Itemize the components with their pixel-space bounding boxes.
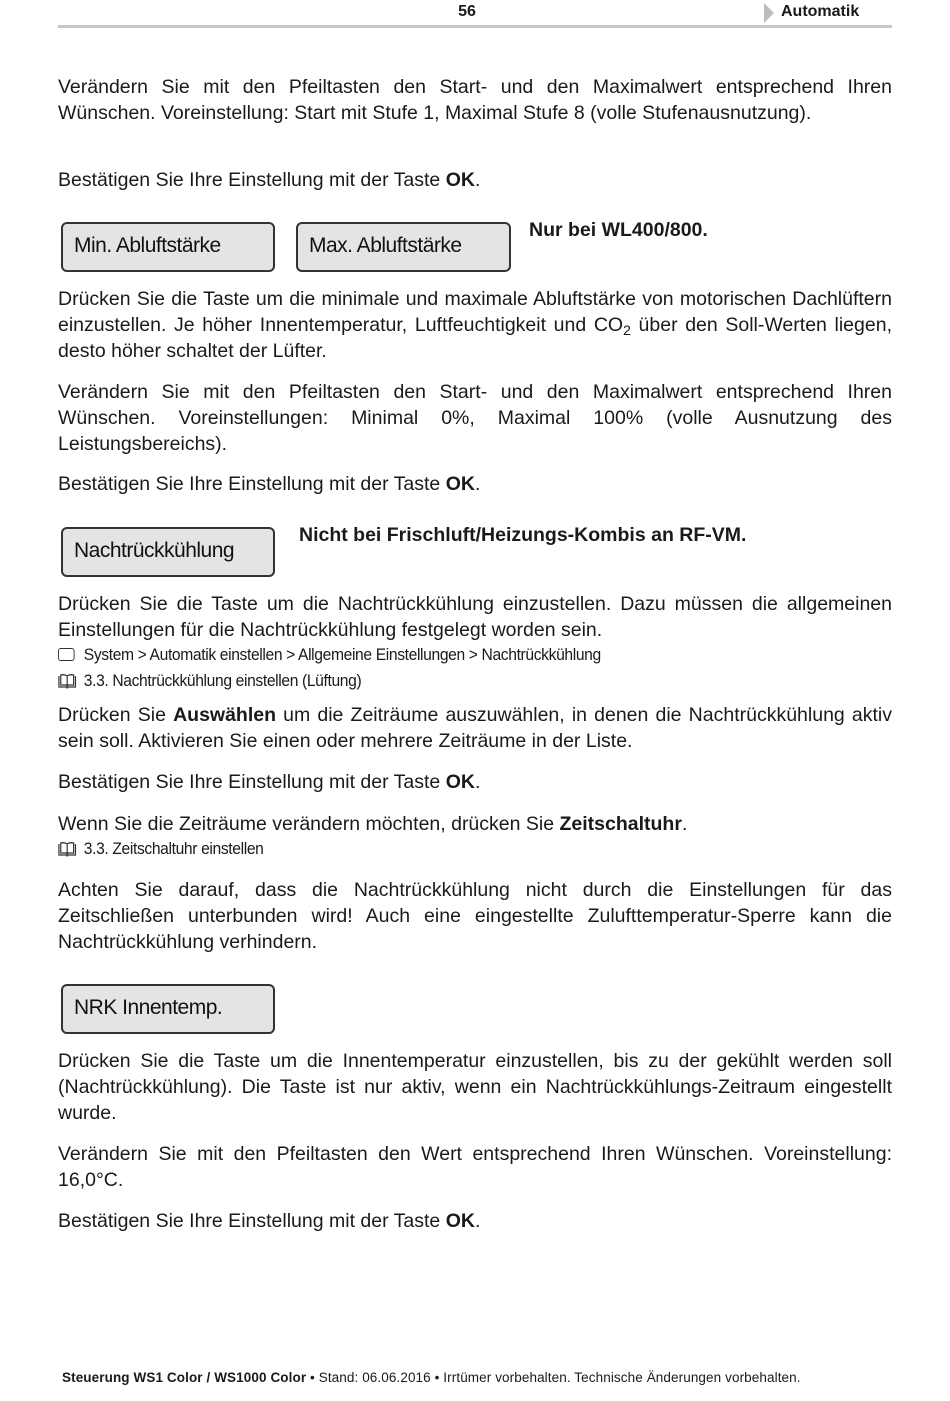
paragraph-confirm-3 — [58, 769, 892, 795]
footer-disclaimer: Irrtümer vorbehalten. Technische Änderungen vorbehalten. — [443, 1370, 801, 1385]
section-title: Automatik — [781, 3, 860, 20]
abluft-desc-text-2: über den Soll-Werten liegen, desto höher schaltet der Lüfter. — [58, 314, 892, 362]
auswaehlen-key: Auswählen — [173, 704, 277, 726]
manual-reference-text: 3.3. Zeitschaltuhr einstellen — [83, 839, 264, 858]
paragraph-start-max: Verändern Sie mit den Pfeiltasten den Start- und den Maximalwert entsprechend Ihren Wünschen. Voreinstellung: Start mit Stufe 1, Maximal Stufe 8 (volle Stufenausnutzung). — [58, 76, 892, 124]
auswaehlen-text-2: um die Zeiträume auszuwählen, in denen die Nachtrückkühlung aktiv sein soll. Aktivieren Sie einen oder mehrere Zeiträume in der Liste. — [58, 704, 892, 752]
min-abluftstaerke-button[interactable]: Min. Abluftstärke — [61, 222, 275, 272]
abluft-desc-text: Drücken Sie die Taste um die minimale und maximale Abluftstärke von motorischen Dachlüftern einzustellen. Je höher Innentemperatur, Luftfeuchtigkeit und CO — [58, 288, 892, 336]
manual-reference-2 — [58, 838, 263, 860]
paragraph-nrk-desc: Drücken Sie die Taste um die Innentemperatur einzustellen, bis zu der gekühlt werden soll (Nachtrückkühlung). Die Taste ist nur aktiv, wenn ein Nachtrückkühlungs-Zeitraum eingestellt wurde. — [58, 1050, 892, 1124]
header-divider — [58, 25, 892, 28]
zeitschaltuhr-text: Wenn Sie die Zeiträume verändern möchten, drücken Sie — [58, 813, 560, 835]
ok-key: OK — [445, 771, 475, 793]
manual-reference-text: 3.3. Nachtrückkühlung einstellen (Lüftung) — [83, 671, 362, 690]
page-footer — [62, 1370, 888, 1385]
period: . — [474, 1210, 481, 1232]
auswaehlen-text: Drücken Sie — [58, 704, 174, 726]
paragraph-warning: Achten Sie darauf, dass die Nachtrückkühlung nicht durch die Einstellungen für das Zeitschließen unterbunden wird! Auch eine eingestellte Zulufttemperatur-Sperre kann die Nachtrückkühlung verhindern. — [58, 879, 892, 953]
paragraph-auswaehlen — [58, 702, 892, 754]
confirm-text: Bestätigen Sie Ihre Einstellung mit der Taste — [58, 473, 446, 495]
note-frischluft: Nicht bei Frischluft/Heizungs-Kombis an RF-VM. — [299, 524, 747, 546]
co2-subscript: 2 — [623, 322, 631, 338]
footer-product: Steuerung WS1 Color / WS1000 Color — [62, 1370, 307, 1385]
zeitschaltuhr-key: Zeitschaltuhr — [559, 813, 682, 835]
paragraph-confirm-1 — [58, 167, 892, 193]
footer-separator: • — [306, 1370, 319, 1385]
paragraph-confirm-4 — [58, 1208, 892, 1234]
ok-key: OK — [445, 1210, 475, 1232]
nachtrueckkuehlung-button[interactable]: Nachtrückkühlung — [61, 527, 275, 577]
note-wl400: Nur bei WL400/800. — [529, 219, 708, 241]
page-number: 56 — [458, 3, 476, 20]
max-abluftstaerke-button[interactable]: Max. Abluftstärke — [296, 222, 511, 272]
confirm-text: Bestätigen Sie Ihre Einstellung mit der Taste — [58, 169, 446, 191]
paragraph-abluft-defaults: Verändern Sie mit den Pfeiltasten den Start- und den Maximalwert entsprechend Ihren Wünschen. Voreinstellungen: Minimal 0%, Maximal 100% (volle Ausnutzung des Leistungsbereichs). — [58, 381, 892, 455]
period: . — [474, 169, 481, 191]
paragraph-nachtrueck-desc: Drücken Sie die Taste um die Nachtrückkühlung einzustellen. Dazu müssen die allgemeinen Einstellungen für die Nachtrückkühlung festgelegt worden sein. — [58, 593, 892, 641]
book-icon — [58, 673, 76, 689]
nrk-innentemp-button[interactable]: NRK Innentemp. — [61, 984, 275, 1034]
screen-icon — [58, 648, 75, 661]
period: . — [474, 473, 481, 495]
menu-path-text: System > Automatik einstellen > Allgemeine Einstellungen > Nachtrückkühlung — [83, 645, 601, 664]
manual-reference-1 — [58, 670, 361, 692]
ok-key: OK — [445, 473, 475, 495]
paragraph-zeitschaltuhr — [58, 811, 892, 837]
paragraph-confirm-2 — [58, 471, 892, 497]
paragraph-abluft-desc — [58, 286, 892, 364]
confirm-text: Bestätigen Sie Ihre Einstellung mit der Taste — [58, 1210, 446, 1232]
footer-separator: • — [430, 1370, 444, 1385]
period: . — [474, 771, 481, 793]
ok-key: OK — [445, 169, 475, 191]
confirm-text: Bestätigen Sie Ihre Einstellung mit der Taste — [58, 771, 446, 793]
menu-path-reference — [58, 644, 601, 666]
book-icon — [58, 841, 76, 857]
footer-stand: Stand: 06.06.2016 — [318, 1370, 431, 1385]
period: . — [681, 813, 688, 835]
section-arrow-icon — [764, 3, 774, 23]
paragraph-nrk-defaults: Verändern Sie mit den Pfeiltasten den Wert entsprechend Ihren Wünschen. Voreinstellung: 16,0°C. — [58, 1143, 892, 1191]
